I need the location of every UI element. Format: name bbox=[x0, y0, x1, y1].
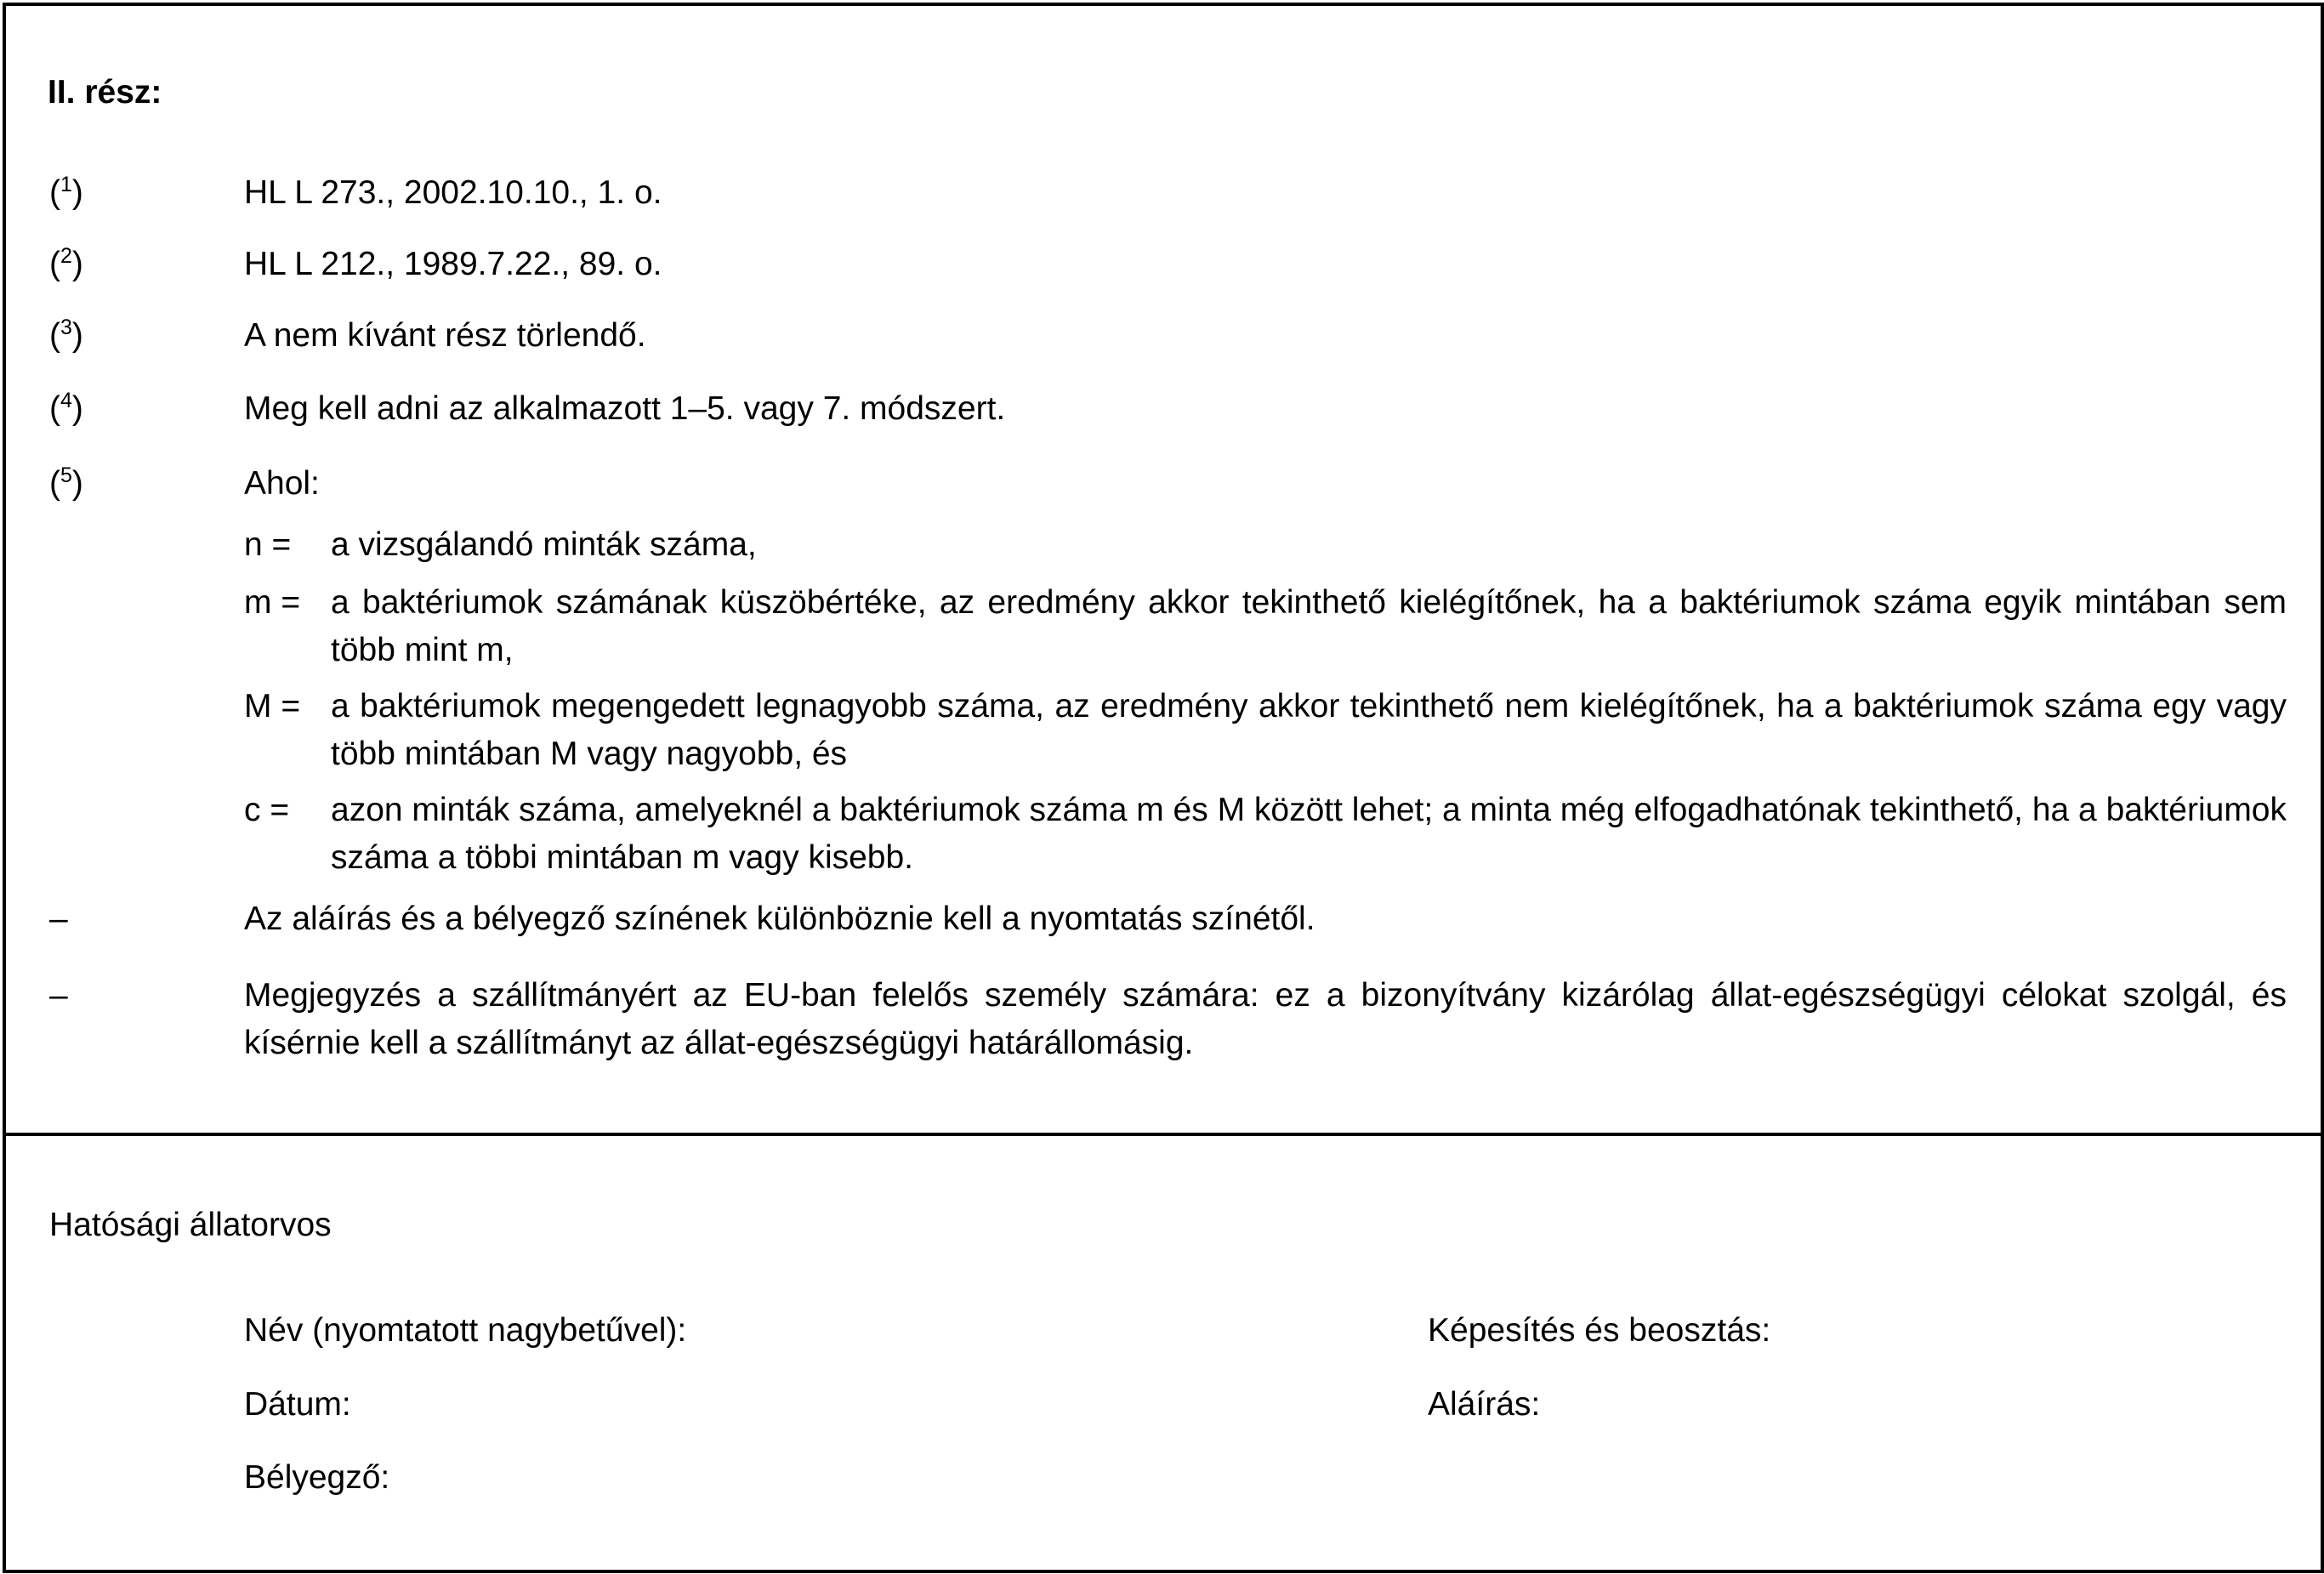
official-vet-heading: Hatósági állatorvos bbox=[49, 1207, 332, 1243]
part-title: II. rész: bbox=[48, 74, 162, 111]
date-field-label: Dátum: bbox=[244, 1386, 351, 1423]
signature-field-label: Aláírás: bbox=[1428, 1386, 1541, 1423]
definition-label: m = bbox=[244, 584, 301, 621]
definition-text: azon minták száma, amelyeknél a baktériumok száma m és M között lehet; a minta még elfogadhatónak tekinthető, ha a baktériumok száma a többi mintában m vagy kisebb. bbox=[331, 792, 2287, 876]
footnote-number: ($^2$) bbox=[49, 244, 83, 282]
definition-text: a baktériumok megengedett legnagyobb száma, az eredmény akkor tekinthető nem kielégítőnek, ha a baktériumok száma egy vagy több mintában M vagy nagyobb, és bbox=[331, 688, 2287, 772]
definition-label: M = bbox=[244, 688, 301, 724]
note-text: Megjegyzés a szállítmányért az EU-ban felelős személy számára: ez a bizonyítvány kizárólag állat-egészségügyi célokat szolgál, és kísérnie kell a szállítmányt az állat-egészségügyi határállomásig. bbox=[244, 977, 2287, 1061]
name-field-label: Név (nyomtatott nagybetűvel): bbox=[244, 1312, 687, 1349]
footnote-number: ($^3$) bbox=[49, 315, 83, 354]
footnote-text: Meg kell adni az alkalmazott 1–5. vagy 7. módszert. bbox=[244, 390, 1006, 427]
footnote-text: HL L 273., 2002.10.10., 1. o. bbox=[244, 174, 662, 211]
certificate-frame bbox=[3, 3, 2324, 1573]
footnote-text: Ahol: bbox=[244, 465, 320, 502]
footnote-number: ($^5$) bbox=[49, 463, 83, 502]
note-text: Az aláírás és a bélyegző színének különböznie kell a nyomtatás színétől. bbox=[244, 901, 1315, 937]
note-bullet: – bbox=[49, 901, 68, 937]
footnote-number: ($^4$) bbox=[49, 389, 83, 427]
footnote-text: A nem kívánt rész törlendő. bbox=[244, 317, 646, 354]
definition-label: n = bbox=[244, 526, 292, 563]
definition-label: c = bbox=[244, 792, 290, 828]
definition-text: a baktériumok számának küszöbértéke, az eredmény akkor tekinthető kielégítőnek, ha a baktériumok száma egyik mintában sem több mint m, bbox=[331, 584, 2287, 668]
note-bullet: – bbox=[49, 977, 68, 1014]
definition-text: a vizsgálandó minták száma, bbox=[331, 526, 757, 563]
qualification-field-label: Képesítés és beosztás: bbox=[1428, 1312, 1771, 1349]
footnote-number: ($^1$) bbox=[49, 173, 83, 211]
footnote-text: HL L 212., 1989.7.22., 89. o. bbox=[244, 246, 662, 282]
section-divider bbox=[6, 1133, 2321, 1136]
stamp-field-label: Bélyegző: bbox=[244, 1459, 390, 1496]
